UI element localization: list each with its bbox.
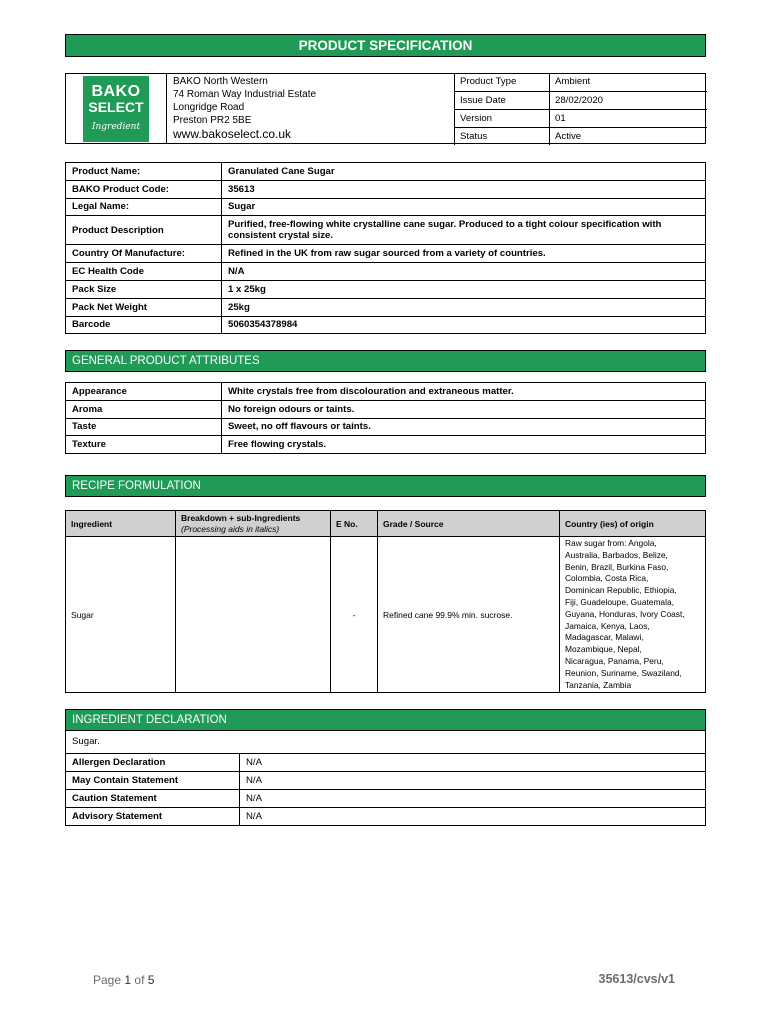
row-label: Legal Name: bbox=[66, 198, 222, 216]
table-row bbox=[66, 418, 706, 436]
logo-line-3: Ingredient bbox=[91, 122, 141, 132]
origin-line: Tanzania, Zambia bbox=[565, 679, 632, 690]
meta-row bbox=[455, 73, 708, 91]
origin-line: Australia, Barbados, Belize, bbox=[565, 549, 668, 560]
total-pages: 5 bbox=[147, 973, 155, 987]
origin-line: Raw sugar from: Angola, bbox=[565, 538, 657, 548]
table-row bbox=[66, 245, 706, 263]
meta-row bbox=[455, 127, 708, 145]
current-page: 1 bbox=[124, 973, 132, 987]
declarations-table bbox=[65, 753, 706, 826]
row-value: White crystals free from discolouration and extraneous matter. bbox=[222, 383, 706, 401]
meta-label: Version bbox=[455, 109, 550, 127]
row-label: Taste bbox=[66, 418, 222, 436]
section-header-declaration: INGREDIENT DECLARATION bbox=[65, 709, 706, 731]
table-row bbox=[66, 216, 706, 245]
meta-value: 01 bbox=[550, 109, 708, 127]
ingredient-declaration-text: Sugar. bbox=[65, 731, 706, 754]
origin-line: Mozambique, Nepal, bbox=[565, 644, 642, 655]
table-row bbox=[66, 754, 706, 772]
meta-label: Status bbox=[455, 127, 550, 145]
table-row bbox=[66, 383, 706, 401]
bako-select-logo bbox=[83, 76, 149, 142]
meta-value: Ambient bbox=[550, 73, 708, 91]
table-row bbox=[66, 400, 706, 418]
logo-line-2: SELECT bbox=[88, 99, 144, 115]
row-label: EC Health Code bbox=[66, 263, 222, 281]
page-number bbox=[93, 973, 154, 987]
row-value: N/A bbox=[240, 808, 706, 826]
row-label: Caution Statement bbox=[66, 790, 240, 808]
table-row bbox=[66, 198, 706, 216]
row-value: N/A bbox=[240, 754, 706, 772]
origin-line: Fiji, Guadeloupe, Guatemala, bbox=[565, 596, 674, 607]
row-label: BAKO Product Code: bbox=[66, 180, 222, 198]
col-header-grade: Grade / Source bbox=[378, 511, 560, 537]
table-row bbox=[66, 316, 706, 334]
row-label: Texture bbox=[66, 436, 222, 454]
table-row bbox=[66, 180, 706, 198]
breakdown-header-text: Breakdown + sub-Ingredients bbox=[181, 513, 301, 523]
table-row bbox=[66, 163, 706, 181]
row-label: Allergen Declaration bbox=[66, 754, 240, 772]
col-header-ingredient: Ingredient bbox=[66, 511, 176, 537]
address-line: Longridge Road bbox=[173, 102, 245, 113]
header-block bbox=[65, 73, 706, 144]
row-label: May Contain Statement bbox=[66, 772, 240, 790]
row-label: Advisory Statement bbox=[66, 808, 240, 826]
row-value: Purified, free-flowing white crystalline cane sugar. Produced to a tight colour specification with consistent crystal size. bbox=[222, 216, 706, 245]
col-header-breakdown bbox=[176, 511, 331, 537]
row-label: Country Of Manufacture: bbox=[66, 245, 222, 263]
origin-line: Reunion, Suriname, Swaziland, bbox=[565, 667, 682, 678]
origin-line: Dominican Republic, Ethiopia, bbox=[565, 585, 677, 596]
col-header-eno: E No. bbox=[331, 511, 378, 537]
row-label: Barcode bbox=[66, 316, 222, 334]
eno-cell: - bbox=[331, 537, 378, 693]
product-details-table bbox=[65, 162, 706, 334]
table-row bbox=[66, 772, 706, 790]
breakdown-header-sub: (Processing aids in italics) bbox=[181, 523, 280, 534]
meta-value: 28/02/2020 bbox=[550, 91, 708, 109]
company-address bbox=[173, 75, 316, 142]
row-value: Sweet, no off flavours or taints. bbox=[222, 418, 706, 436]
origin-line: Guyana, Honduras, Ivory Coast, bbox=[565, 608, 685, 619]
row-value: N/A bbox=[222, 263, 706, 281]
table-row bbox=[66, 280, 706, 298]
recipe-table bbox=[65, 510, 706, 693]
table-header-row bbox=[66, 511, 706, 537]
origin-line: Madagascar, Malawi, bbox=[565, 632, 644, 643]
row-value: Sugar bbox=[222, 198, 706, 216]
row-value: 25kg bbox=[222, 298, 706, 316]
row-label: Product Description bbox=[66, 216, 222, 245]
address-line: 74 Roman Way Industrial Estate bbox=[173, 89, 317, 100]
table-row bbox=[66, 263, 706, 281]
origin-line: Nicaragua, Panama, Peru, bbox=[565, 655, 664, 666]
ingredient-cell: Sugar bbox=[66, 537, 176, 693]
row-value: Refined in the UK from raw sugar sourced from a variety of countries. bbox=[222, 245, 706, 263]
address-line: BAKO North Western bbox=[173, 76, 268, 87]
row-label: Pack Net Weight bbox=[66, 298, 222, 316]
origin-line: Colombia, Costa Rica, bbox=[565, 573, 649, 584]
logo-cell bbox=[66, 74, 167, 143]
table-row bbox=[66, 537, 706, 693]
section-header-recipe: RECIPE FORMULATION bbox=[65, 475, 706, 497]
logo-line-1: BAKO bbox=[91, 83, 141, 100]
of-word: of bbox=[134, 973, 145, 987]
table-row bbox=[66, 808, 706, 826]
row-value: 1 x 25kg bbox=[222, 280, 706, 298]
website-link[interactable]: www.bakoselect.co.uk bbox=[173, 127, 292, 141]
page-word: Page bbox=[93, 973, 122, 987]
row-value: Granulated Cane Sugar bbox=[222, 163, 706, 181]
document-reference: 35613/cvs/v1 bbox=[598, 972, 675, 986]
col-header-origin: Country (ies) of origin bbox=[560, 511, 706, 537]
row-label: Product Name: bbox=[66, 163, 222, 181]
section-header-attributes: GENERAL PRODUCT ATTRIBUTES bbox=[65, 350, 706, 372]
row-value: No foreign odours or taints. bbox=[222, 400, 706, 418]
grade-cell: Refined cane 99.9% min. sucrose. bbox=[378, 537, 560, 693]
attributes-table bbox=[65, 382, 706, 454]
table-row bbox=[66, 436, 706, 454]
meta-label: Product Type bbox=[455, 73, 550, 91]
address-line: Preston PR2 5BE bbox=[173, 115, 252, 126]
row-label: Appearance bbox=[66, 383, 222, 401]
row-value: 35613 bbox=[222, 180, 706, 198]
row-label: Pack Size bbox=[66, 280, 222, 298]
row-value: N/A bbox=[240, 790, 706, 808]
row-label: Aroma bbox=[66, 400, 222, 418]
origin-cell bbox=[560, 537, 706, 693]
meta-row bbox=[455, 109, 708, 127]
meta-row bbox=[455, 91, 708, 109]
meta-label: Issue Date bbox=[455, 91, 550, 109]
breakdown-cell bbox=[176, 537, 331, 693]
page-title: PRODUCT SPECIFICATION bbox=[65, 34, 706, 57]
table-row bbox=[66, 298, 706, 316]
table-row bbox=[66, 790, 706, 808]
row-value: 5060354378984 bbox=[222, 316, 706, 334]
origin-line: Jamaica, Kenya, Laos, bbox=[565, 620, 650, 631]
meta-value: Active bbox=[550, 127, 708, 145]
row-value: N/A bbox=[240, 772, 706, 790]
origin-line: Benin, Brazil, Burkina Faso, bbox=[565, 561, 669, 572]
row-value: Free flowing crystals. bbox=[222, 436, 706, 454]
document-meta-table bbox=[454, 73, 707, 145]
